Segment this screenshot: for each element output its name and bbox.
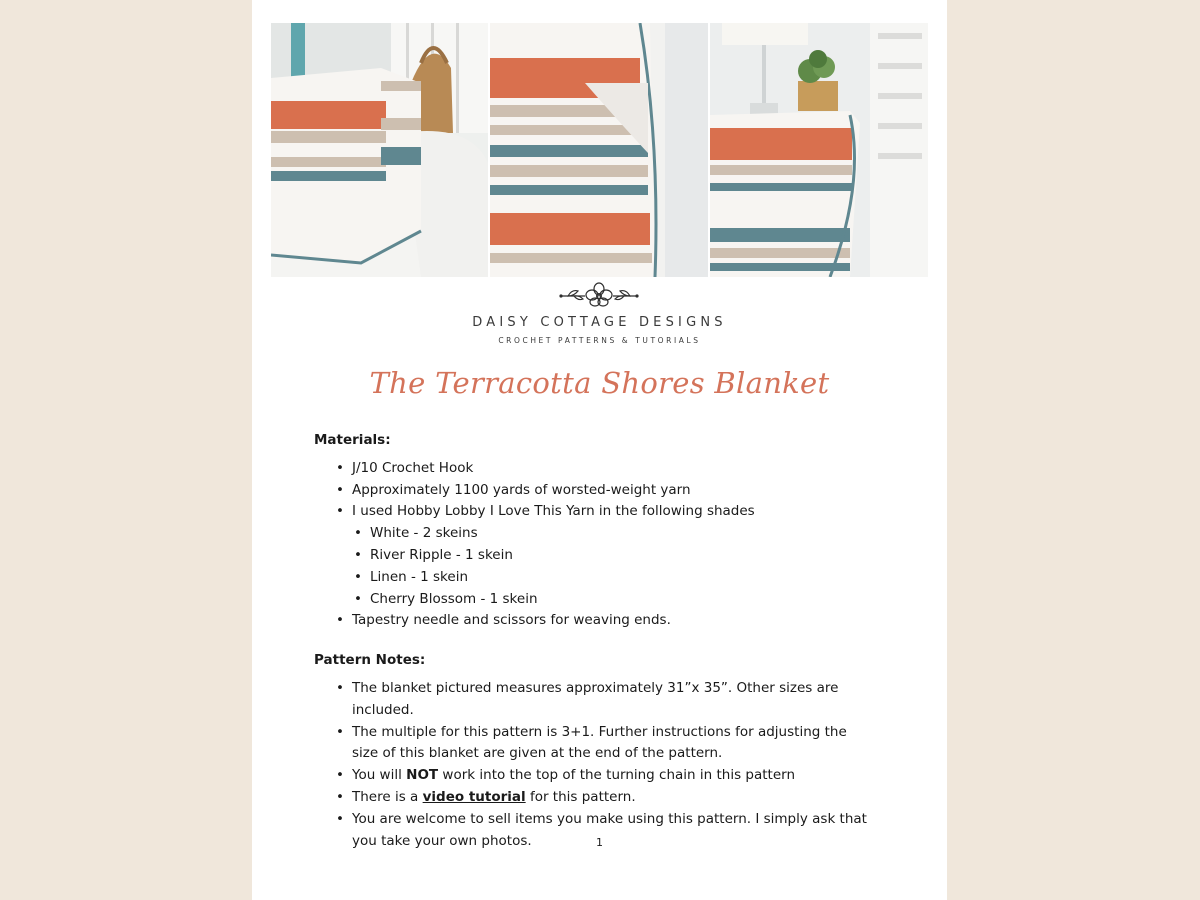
- list-item: • River Ripple - 1 skein: [370, 545, 874, 567]
- video-tutorial-link[interactable]: video tutorial: [422, 788, 526, 805]
- pattern-content: [314, 430, 874, 852]
- note-text: work into the top of the turning chain in this pattern: [438, 767, 796, 784]
- yarn-shades-list: [370, 523, 874, 610]
- note-text: You will: [352, 767, 407, 784]
- photo-strip: [271, 23, 928, 277]
- emphasis-not: NOT: [406, 767, 439, 784]
- list-item-text: I used Hobby Lobby I Love This Yarn in the following shades: [352, 503, 755, 520]
- list-item: [352, 765, 874, 787]
- list-item: • Cherry Blossom - 1 skein: [370, 589, 874, 611]
- brand-name: DAISY COTTAGE DESIGNS: [472, 315, 727, 330]
- list-item: • Approximately 1100 yards of worsted-weight yarn: [352, 480, 874, 502]
- brand-tagline: CROCHET PATTERNS & TUTORIALS: [498, 336, 701, 345]
- note-text: for this pattern.: [525, 788, 636, 805]
- note-text: There is a: [352, 788, 423, 805]
- materials-heading: Materials:: [314, 432, 391, 448]
- list-item: • Tapestry needle and scissors for weaving ends.: [352, 610, 874, 632]
- materials-list: [352, 458, 874, 632]
- list-item: [352, 501, 874, 610]
- list-item: • The blanket pictured measures approximately 31”x 35”. Other sizes are included.: [352, 678, 874, 722]
- pattern-notes-list: [352, 678, 874, 852]
- list-item: • J/10 Crochet Hook: [352, 458, 874, 480]
- pattern-title: The Terracotta Shores Blanket: [369, 366, 830, 400]
- list-item: • White - 2 skeins: [370, 523, 874, 545]
- pattern-notes-heading: Pattern Notes:: [314, 652, 426, 669]
- blanket-photo-window: [710, 23, 928, 277]
- list-item: • The multiple for this pattern is 3+1. Further instructions for adjusting the size of this blanket are given at the end of the pattern.: [352, 722, 874, 766]
- document-page: [252, 0, 947, 900]
- list-item: • You are welcome to sell items you make using this pattern. I simply ask that you take your own photos.: [352, 809, 874, 853]
- list-item: [352, 787, 874, 809]
- blanket-photo-chair: [271, 23, 488, 277]
- daisy-logo-icon: [558, 282, 640, 308]
- list-item: • Linen - 1 skein: [370, 567, 874, 589]
- page-number: 1: [596, 836, 603, 849]
- blanket-photo-hanging: [490, 23, 708, 277]
